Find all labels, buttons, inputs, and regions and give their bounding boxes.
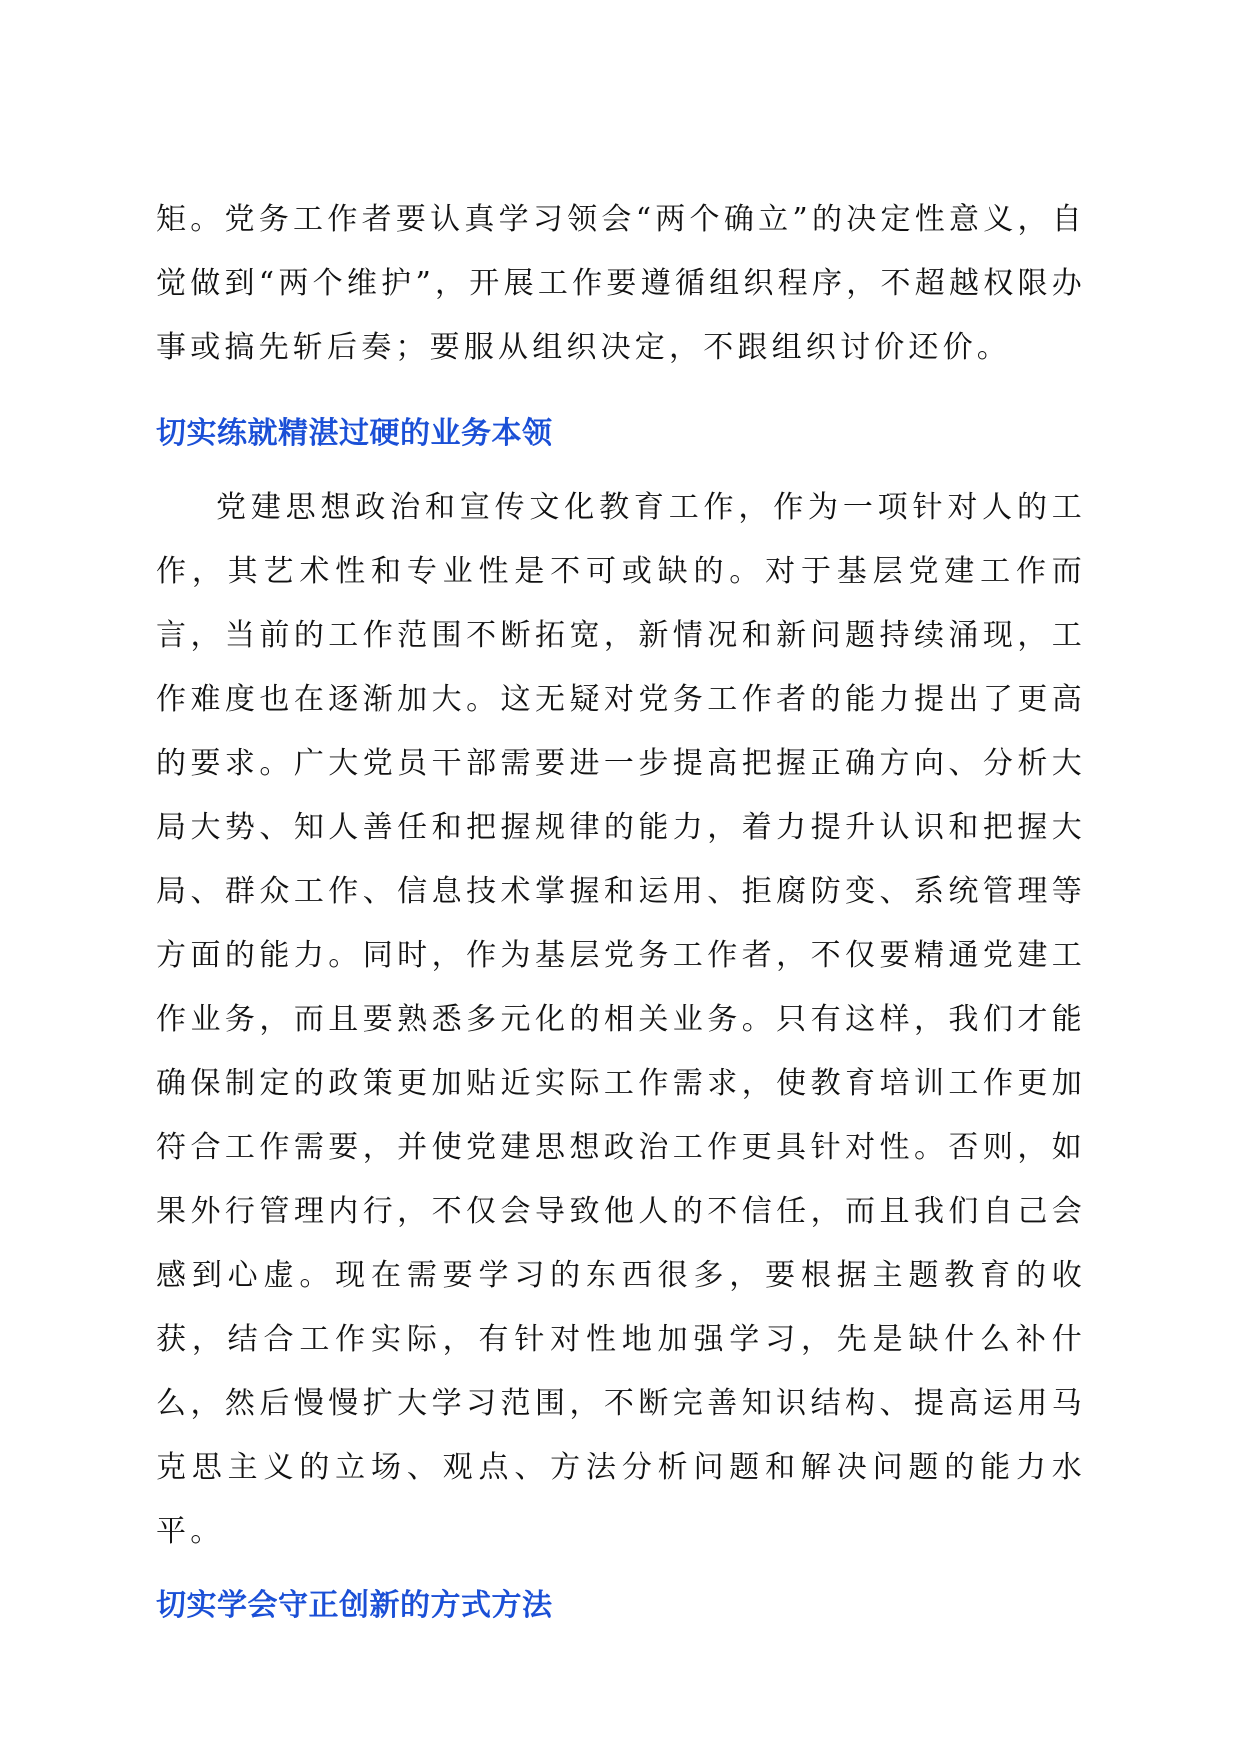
section-heading-innovation-methods: 切实学会守正创新的方式方法 [156,1588,553,1623]
section-heading-business-skills: 切实练就精湛过硬的业务本领 [156,416,553,451]
paragraph-intro-tail: 矩。党务工作者要认真学习领会“两个确立”的决定性意义，自觉做到“两个维护”，开展工作要遵循组织程序，不超越权限办事或搞先斩后奏；要服从组织决定，不跟组织讨价还价。 [156,202,1086,365]
document-page [156,188,1086,1626]
paragraph-business-skills: 党建思想政治和宣传文化教育工作，作为一项针对人的工作，其艺术性和专业性是不可或缺的。对于基层党建工作而言，当前的工作范围不断拓宽，新情况和新问题持续涌现，工作难度也在逐渐加大。这无疑对党务工作者的能力提出了更高的要求。广大党员干部需要进一步提高把握正确方向、分析大局大势、知人善任和把握规律的能力，着力提升认识和把握大局、群众工作、信息技术掌握和运用、拒腐防变、系统管理等方面的能力。同时，作为基层党务工作者，不仅要精通党建工作业务，而且要熟悉多元化的相关业务。只有这样，我们才能确保制定的政策更加贴近实际工作需求，使教育培训工作更加符合工作需要，并使党建思想政治工作更具针对性。否则，如果外行管理内行，不仅会导致他人的不信任，而且我们自己会感到心虚。现在需要学习的东西很多，要根据主题教育的收获，结合工作实际，有针对性地加强学习，先是缺什么补什么，然后慢慢扩大学习范围，不断完善知识结构、提高运用马克思主义的立场、观点、方法分析问题和解决问题的能力水平。 [156,490,1086,1549]
